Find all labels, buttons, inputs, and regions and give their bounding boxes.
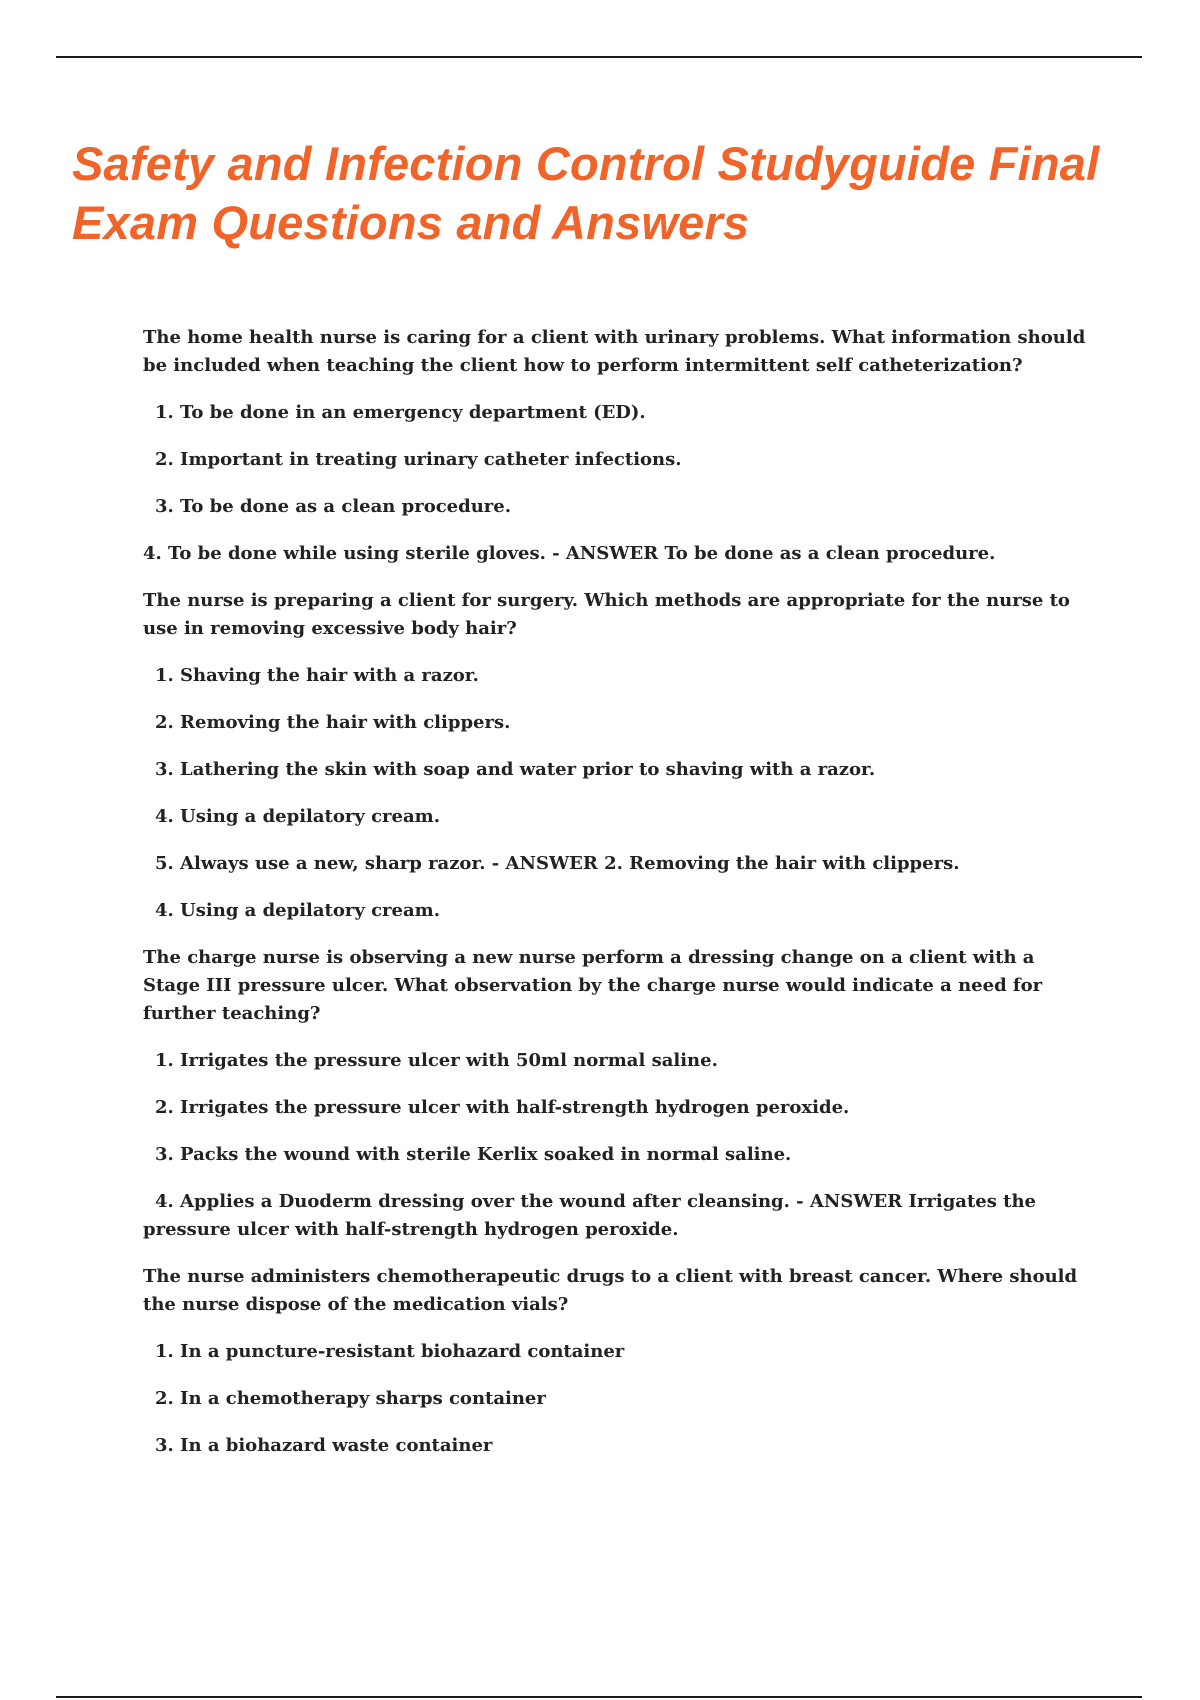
answer-option: 4. Using a depilatory cream. — [155, 806, 440, 827]
answer-option: 2. Important in treating urinary catheter infections. — [155, 449, 682, 470]
answer-option: 1. Irrigates the pressure ulcer with 50ml normal saline. — [155, 1050, 718, 1071]
question-prompt: The nurse is preparing a client for surgery. Which methods are appropriate for the nurse to use in removing excessive body hair? — [143, 590, 1070, 639]
answer-option: 1. Shaving the hair with a razor. — [155, 665, 479, 686]
top-divider — [56, 56, 1142, 58]
question-block — [143, 944, 1088, 1244]
answer-option: 3. In a biohazard waste container — [155, 1435, 493, 1456]
answer-option: 2. In a chemotherapy sharps container — [155, 1388, 546, 1409]
question-prompt: The nurse administers chemotherapeutic drugs to a client with breast cancer. Where should the nurse dispose of the medication vials? — [143, 1266, 1078, 1315]
document-body — [143, 324, 1088, 1479]
question-block — [143, 587, 1088, 925]
answer-option-with-answer: 5. Always use a new, sharp razor. - ANSWER 2. Removing the hair with clippers. — [155, 853, 960, 874]
question-prompt: The charge nurse is observing a new nurse perform a dressing change on a client with a Stage III pressure ulcer. What observation by the charge nurse would indicate a need for further teaching? — [143, 947, 1043, 1024]
answer-option: 1. In a puncture-resistant biohazard container — [155, 1341, 625, 1362]
bottom-divider — [56, 1696, 1142, 1698]
answer-option: 2. Removing the hair with clippers. — [155, 712, 511, 733]
answer-option-with-answer: 4. Applies a Duoderm dressing over the wound after cleansing. - ANSWER Irrigates the pressure ulcer with half-strength hydrogen peroxide. — [143, 1191, 1036, 1240]
answer-option: 1. To be done in an emergency department (ED). — [155, 402, 646, 423]
document-title: Safety and Infection Control Studyguide Final Exam Questions and Answers — [72, 137, 1100, 249]
answer-option: 3. To be done as a clean procedure. — [155, 496, 511, 517]
question-block — [143, 324, 1088, 568]
answer-option: 2. Irrigates the pressure ulcer with half-strength hydrogen peroxide. — [155, 1097, 850, 1118]
answer-option: 3. Packs the wound with sterile Kerlix soaked in normal saline. — [155, 1144, 792, 1165]
answer-option-with-answer: 4. To be done while using sterile gloves. - ANSWER To be done as a clean procedure. — [143, 543, 996, 564]
answer-option: 4. Using a depilatory cream. — [155, 900, 440, 921]
question-prompt: The home health nurse is caring for a client with urinary problems. What information should be included when teaching the client how to perform intermittent self catheterization? — [143, 327, 1086, 376]
question-block — [143, 1263, 1088, 1460]
answer-option: 3. Lathering the skin with soap and water prior to shaving with a razor. — [155, 759, 876, 780]
